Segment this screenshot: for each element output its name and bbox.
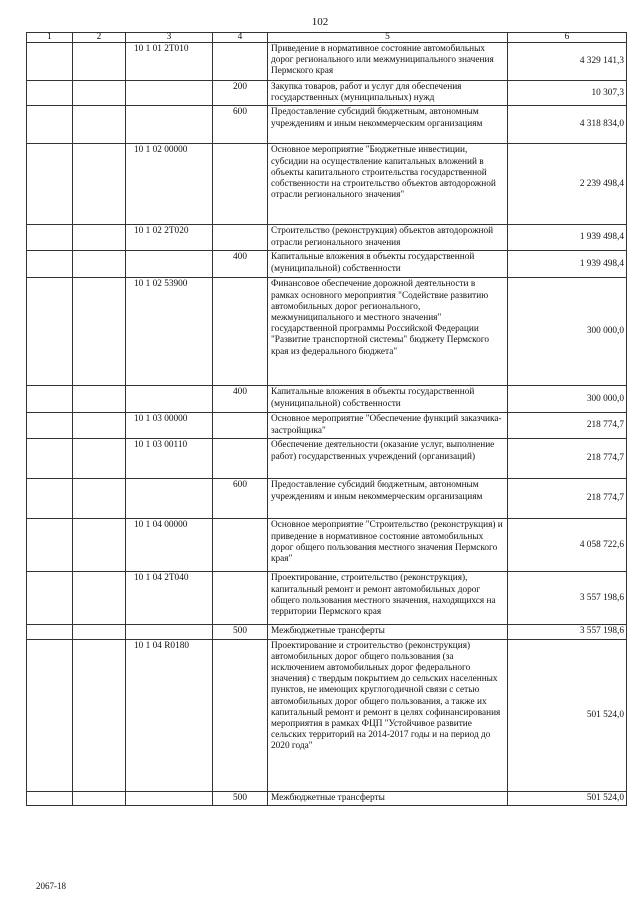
item-name-cell: Капитальные вложения в объекты государственной (муниципальной) собственности: [268, 386, 508, 413]
expense-type-cell: [213, 572, 268, 625]
target-code-cell: 10 1 01 2T010: [126, 43, 213, 81]
col1-cell: [27, 81, 73, 106]
col2-cell: [73, 791, 126, 805]
item-name-cell: Основное мероприятие "Бюджетные инвестиции, субсидии на осуществление капитальных вложений в объекты капитального строительства государственной собственности на строительство объектов автодорожной отрасли регионального значения": [268, 144, 508, 225]
col2-cell: [73, 572, 126, 625]
amount-cell: 10 307,3: [508, 81, 627, 106]
col1-cell: [27, 413, 73, 439]
target-code-cell: [126, 81, 213, 106]
expense-type-cell: [213, 413, 268, 439]
amount-cell: 218 774,7: [508, 439, 627, 479]
col1-cell: [27, 572, 73, 625]
target-code-cell: 10 1 04 2T040: [126, 572, 213, 625]
item-name-cell: Приведение в нормативное состояние автомобильных дорог регионального или межмуниципального значения Пермского края: [268, 43, 508, 81]
table-row: [27, 625, 627, 639]
col1-cell: [27, 439, 73, 479]
item-name-cell: Закупка товаров, работ и услуг для обеспечения государственных (муниципальных) нужд: [268, 81, 508, 106]
header-col-6: 6: [508, 33, 627, 43]
table-row: [27, 413, 627, 439]
amount-cell: 1 939 498,4: [508, 251, 627, 278]
item-name-cell: Капитальные вложения в объекты государственной (муниципальной) собственности: [268, 251, 508, 278]
table-row: [27, 479, 627, 519]
expense-type-cell: 500: [213, 625, 268, 639]
expense-type-cell: [213, 225, 268, 251]
col1-cell: [27, 625, 73, 639]
header-col-4: 4: [213, 33, 268, 43]
target-code-cell: 10 1 04 00000: [126, 519, 213, 572]
item-name-cell: Предоставление субсидий бюджетным, автономным учреждениям и иным некоммерческим организациям: [268, 106, 508, 144]
item-name-cell: Межбюджетные трансферты: [268, 791, 508, 805]
target-code-cell: [126, 251, 213, 278]
item-name-cell: Финансовое обеспечение дорожной деятельности в рамках основного мероприятия "Содействие развитию автомобильных дорог регионального, межмуниципального и местного значения" государственной программы Российской Федерации "Развитие транспортной системы" бюджету Пермского края из федерального бюджета": [268, 278, 508, 386]
col1-cell: [27, 43, 73, 81]
col2-cell: [73, 81, 126, 106]
expense-type-cell: [213, 278, 268, 386]
table-row: [27, 81, 627, 106]
item-name-cell: Межбюджетные трансферты: [268, 625, 508, 639]
table-row: [27, 791, 627, 805]
target-code-cell: [126, 106, 213, 144]
amount-cell: 501 524,0: [508, 791, 627, 805]
target-code-cell: 10 1 03 00000: [126, 413, 213, 439]
budget-table: [26, 32, 627, 806]
target-code-cell: [126, 625, 213, 639]
table-row: [27, 439, 627, 479]
header-col-5: 5: [268, 33, 508, 43]
col2-cell: [73, 639, 126, 791]
table-row: [27, 639, 627, 791]
amount-cell: 1 939 498,4: [508, 225, 627, 251]
col1-cell: [27, 225, 73, 251]
col2-cell: [73, 278, 126, 386]
target-code-cell: [126, 791, 213, 805]
item-name-cell: Обеспечение деятельности (оказание услуг, выполнение работ) государственных учреждений (организаций): [268, 439, 508, 479]
document-code: 2067-18: [36, 881, 66, 891]
expense-type-cell: [213, 43, 268, 81]
col2-cell: [73, 106, 126, 144]
col2-cell: [73, 251, 126, 278]
amount-cell: 218 774,7: [508, 413, 627, 439]
item-name-cell: Проектирование, строительство (реконструкция), капитальный ремонт и ремонт автомобильных дорог общего пользования местного значения, находящихся на территории Пермского края: [268, 572, 508, 625]
item-name-cell: Строительство (реконструкция) объектов автодорожной отрасли регионального значения: [268, 225, 508, 251]
expense-type-cell: [213, 439, 268, 479]
table-row: [27, 43, 627, 81]
table-row: [27, 225, 627, 251]
col1-cell: [27, 278, 73, 386]
col2-cell: [73, 479, 126, 519]
target-code-cell: [126, 479, 213, 519]
item-name-cell: Проектирование и строительство (реконструкция) автомобильных дорог общего пользования (за исключением автомобильных дорог федерального значения) с твердым покрытием до сельских населенных пунктов, не имеющих круглогодичной связи с сетью автомобильных дорог общего пользования, а также их капитальный ремонт и ремонт в целях софинансирования мероприятия в рамках ФЦП "Устойчивое развитие сельских территорий на 2014-2017 годы и на период до 2020 года": [268, 639, 508, 791]
amount-cell: 2 239 498,4: [508, 144, 627, 225]
target-code-cell: 10 1 04 R0180: [126, 639, 213, 791]
expense-type-cell: [213, 519, 268, 572]
col2-cell: [73, 519, 126, 572]
item-name-cell: Предоставление субсидий бюджетным, автономным учреждениям и иным некоммерческим организациям: [268, 479, 508, 519]
expense-type-cell: 600: [213, 106, 268, 144]
amount-cell: 501 524,0: [508, 639, 627, 791]
col1-cell: [27, 251, 73, 278]
table-row: [27, 572, 627, 625]
amount-cell: 3 557 198,6: [508, 572, 627, 625]
col2-cell: [73, 225, 126, 251]
table-row: [27, 386, 627, 413]
col1-cell: [27, 106, 73, 144]
expense-type-cell: [213, 144, 268, 225]
expense-type-cell: 500: [213, 791, 268, 805]
item-name-cell: Основное мероприятие "Строительство (реконструкция) и приведение в нормативное состояние автомобильных дорог общего пользования местного значения Пермского края": [268, 519, 508, 572]
col1-cell: [27, 791, 73, 805]
amount-cell: 4 058 722,6: [508, 519, 627, 572]
col2-cell: [73, 386, 126, 413]
col2-cell: [73, 439, 126, 479]
amount-cell: 300 000,0: [508, 386, 627, 413]
col2-cell: [73, 625, 126, 639]
table-row: [27, 278, 627, 386]
target-code-cell: [126, 386, 213, 413]
header-col-1: 1: [27, 33, 73, 43]
expense-type-cell: 400: [213, 386, 268, 413]
amount-cell: 4 329 141,3: [508, 43, 627, 81]
col1-cell: [27, 519, 73, 572]
target-code-cell: 10 1 02 2T020: [126, 225, 213, 251]
expense-type-cell: 400: [213, 251, 268, 278]
expense-type-cell: 200: [213, 81, 268, 106]
amount-cell: 4 318 834,0: [508, 106, 627, 144]
expense-type-cell: [213, 639, 268, 791]
col2-cell: [73, 144, 126, 225]
table-row: [27, 106, 627, 144]
page-number: 102: [311, 16, 329, 28]
col1-cell: [27, 479, 73, 519]
table-row: [27, 251, 627, 278]
col2-cell: [73, 43, 126, 81]
amount-cell: 218 774,7: [508, 479, 627, 519]
target-code-cell: 10 1 02 53900: [126, 278, 213, 386]
header-col-3: 3: [126, 33, 213, 43]
col1-cell: [27, 144, 73, 225]
table-row: [27, 144, 627, 225]
item-name-cell: Основное мероприятие "Обеспечение функций заказчика-застройщика": [268, 413, 508, 439]
expense-type-cell: 600: [213, 479, 268, 519]
col1-cell: [27, 639, 73, 791]
header-row: [27, 33, 627, 43]
amount-cell: 3 557 198,6: [508, 625, 627, 639]
col2-cell: [73, 413, 126, 439]
table-row: [27, 519, 627, 572]
table-body: [27, 43, 627, 806]
target-code-cell: 10 1 03 00110: [126, 439, 213, 479]
header-col-2: 2: [73, 33, 126, 43]
target-code-cell: 10 1 02 00000: [126, 144, 213, 225]
amount-cell: 300 000,0: [508, 278, 627, 386]
col1-cell: [27, 386, 73, 413]
